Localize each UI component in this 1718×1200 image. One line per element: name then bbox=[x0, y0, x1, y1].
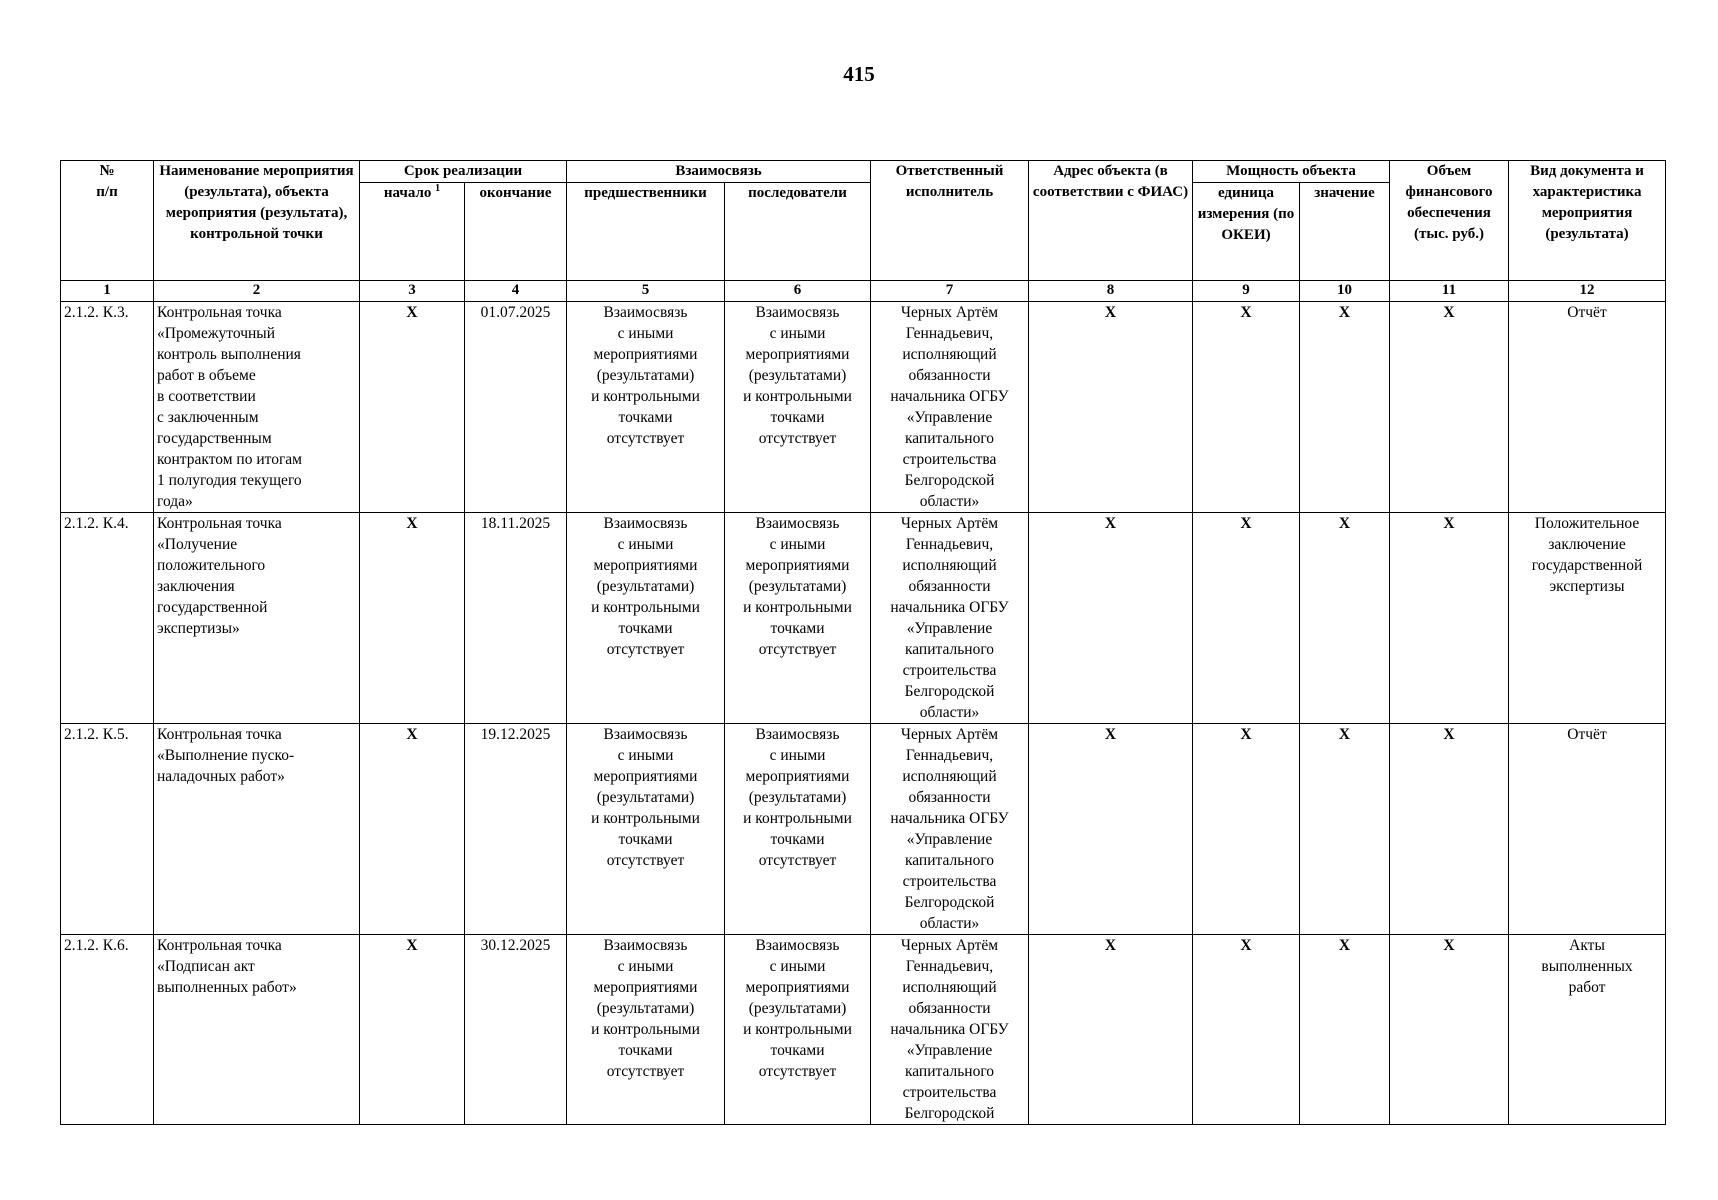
header-doc-type: Вид документа и характеристика мероприятия (результата) bbox=[1509, 161, 1666, 281]
cell-successors: Взаимосвязь с иными мероприятиями (результатами) и контрольными точками отсутствует bbox=[725, 724, 871, 935]
cell-start: X bbox=[360, 513, 465, 724]
cell-predecessors: Взаимосвязь с иными мероприятиями (результатами) и контрольными точками отсутствует bbox=[567, 302, 725, 513]
cell-start: X bbox=[360, 724, 465, 935]
cell-funding: X bbox=[1390, 513, 1509, 724]
footnote-marker: 1 bbox=[435, 183, 441, 194]
cell-address: X bbox=[1029, 724, 1193, 935]
cell-unit: X bbox=[1193, 935, 1300, 1125]
cell-end: 01.07.2025 bbox=[465, 302, 567, 513]
cell-funding: X bbox=[1390, 724, 1509, 935]
cell-predecessors: Взаимосвязь с иными мероприятиями (результатами) и контрольными точками отсутствует bbox=[567, 935, 725, 1125]
cell-start: X bbox=[360, 302, 465, 513]
header-link-succ: последователи bbox=[725, 183, 871, 281]
column-number-row bbox=[61, 281, 1666, 302]
cell-funding: X bbox=[1390, 935, 1509, 1125]
cell-responsible: Черных Артём Геннадьевич, исполняющий обязанности начальника ОГБУ «Управление капитального строительства Белгородской bbox=[871, 935, 1029, 1125]
page-number: 415 bbox=[843, 62, 875, 86]
header-term-start-label: начало bbox=[383, 185, 432, 201]
header-address: Адрес объекта (в соответствии с ФИАС) bbox=[1029, 161, 1193, 281]
cell-responsible: Черных Артём Геннадьевич, исполняющий обязанности начальника ОГБУ «Управление капитального строительства Белгородской области» bbox=[871, 724, 1029, 935]
cell-funding: X bbox=[1390, 302, 1509, 513]
column-number: 11 bbox=[1390, 281, 1509, 302]
table-row bbox=[61, 935, 1666, 1125]
cell-successors: Взаимосвязь с иными мероприятиями (результатами) и контрольными точками отсутствует bbox=[725, 935, 871, 1125]
cell-successors: Взаимосвязь с иными мероприятиями (результатами) и контрольными точками отсутствует bbox=[725, 513, 871, 724]
cell-responsible: Черных Артём Геннадьевич, исполняющий обязанности начальника ОГБУ «Управление капитального строительства Белгородской области» bbox=[871, 513, 1029, 724]
cell-number: 2.1.2. К.3. bbox=[61, 302, 154, 513]
cell-number: 2.1.2. К.5. bbox=[61, 724, 154, 935]
cell-predecessors: Взаимосвязь с иными мероприятиями (результатами) и контрольными точками отсутствует bbox=[567, 724, 725, 935]
header-term-start bbox=[360, 183, 465, 281]
cell-end: 19.12.2025 bbox=[465, 724, 567, 935]
cell-address: X bbox=[1029, 302, 1193, 513]
cell-name: Контрольная точка «Получение положительного заключения государственной экспертизы» bbox=[154, 513, 360, 724]
column-number: 12 bbox=[1509, 281, 1666, 302]
cell-successors: Взаимосвязь с иными мероприятиями (результатами) и контрольными точками отсутствует bbox=[725, 302, 871, 513]
header-funding: Объем финансового обеспечения (тыс. руб.) bbox=[1390, 161, 1509, 281]
column-number: 10 bbox=[1300, 281, 1390, 302]
cell-unit: X bbox=[1193, 513, 1300, 724]
column-number: 6 bbox=[725, 281, 871, 302]
column-number: 5 bbox=[567, 281, 725, 302]
cell-address: X bbox=[1029, 513, 1193, 724]
control-points-table bbox=[60, 160, 1666, 1125]
header-responsible: Ответственный исполнитель bbox=[871, 161, 1029, 281]
cell-document: Отчёт bbox=[1509, 724, 1666, 935]
cell-value: X bbox=[1300, 302, 1390, 513]
header-link-pred: предшественники bbox=[567, 183, 725, 281]
column-number: 4 bbox=[465, 281, 567, 302]
cell-unit: X bbox=[1193, 302, 1300, 513]
header-term: Срок реализации bbox=[360, 161, 567, 183]
header-name: Наименование мероприятия (результата), объекта мероприятия (результата), контрольной точки bbox=[154, 161, 360, 281]
column-number: 7 bbox=[871, 281, 1029, 302]
column-number: 1 bbox=[61, 281, 154, 302]
cell-document: Акты выполненных работ bbox=[1509, 935, 1666, 1125]
cell-responsible: Черных Артём Геннадьевич, исполняющий обязанности начальника ОГБУ «Управление капитального строительства Белгородской области» bbox=[871, 302, 1029, 513]
cell-name: Контрольная точка «Промежуточный контроль выполнения работ в объеме в соответствии с заключенным государственным контрактом по итогам 1 полугодия текущего года» bbox=[154, 302, 360, 513]
header-capacity-value: значение bbox=[1300, 183, 1390, 281]
cell-document: Отчёт bbox=[1509, 302, 1666, 513]
cell-number: 2.1.2. К.4. bbox=[61, 513, 154, 724]
header-number: № п/п bbox=[61, 161, 154, 281]
table-row bbox=[61, 724, 1666, 935]
cell-document: Положительное заключение государственной экспертизы bbox=[1509, 513, 1666, 724]
table-body bbox=[61, 302, 1666, 1125]
cell-end: 18.11.2025 bbox=[465, 513, 567, 724]
column-number: 8 bbox=[1029, 281, 1193, 302]
column-number: 9 bbox=[1193, 281, 1300, 302]
cell-value: X bbox=[1300, 935, 1390, 1125]
header-capacity: Мощность объекта bbox=[1193, 161, 1390, 183]
cell-value: X bbox=[1300, 724, 1390, 935]
header-link: Взаимосвязь bbox=[567, 161, 871, 183]
cell-name: Контрольная точка «Выполнение пуско- наладочных работ» bbox=[154, 724, 360, 935]
column-number: 2 bbox=[154, 281, 360, 302]
cell-end: 30.12.2025 bbox=[465, 935, 567, 1125]
cell-number: 2.1.2. К.6. bbox=[61, 935, 154, 1125]
cell-start: X bbox=[360, 935, 465, 1125]
cell-name: Контрольная точка «Подписан акт выполненных работ» bbox=[154, 935, 360, 1125]
table-row bbox=[61, 513, 1666, 724]
cell-value: X bbox=[1300, 513, 1390, 724]
cell-address: X bbox=[1029, 935, 1193, 1125]
header-capacity-unit: единица измерения (по ОКЕИ) bbox=[1193, 183, 1300, 281]
cell-predecessors: Взаимосвязь с иными мероприятиями (результатами) и контрольными точками отсутствует bbox=[567, 513, 725, 724]
cell-unit: X bbox=[1193, 724, 1300, 935]
table-row bbox=[61, 302, 1666, 513]
header-term-end: окончание bbox=[465, 183, 567, 281]
column-number: 3 bbox=[360, 281, 465, 302]
